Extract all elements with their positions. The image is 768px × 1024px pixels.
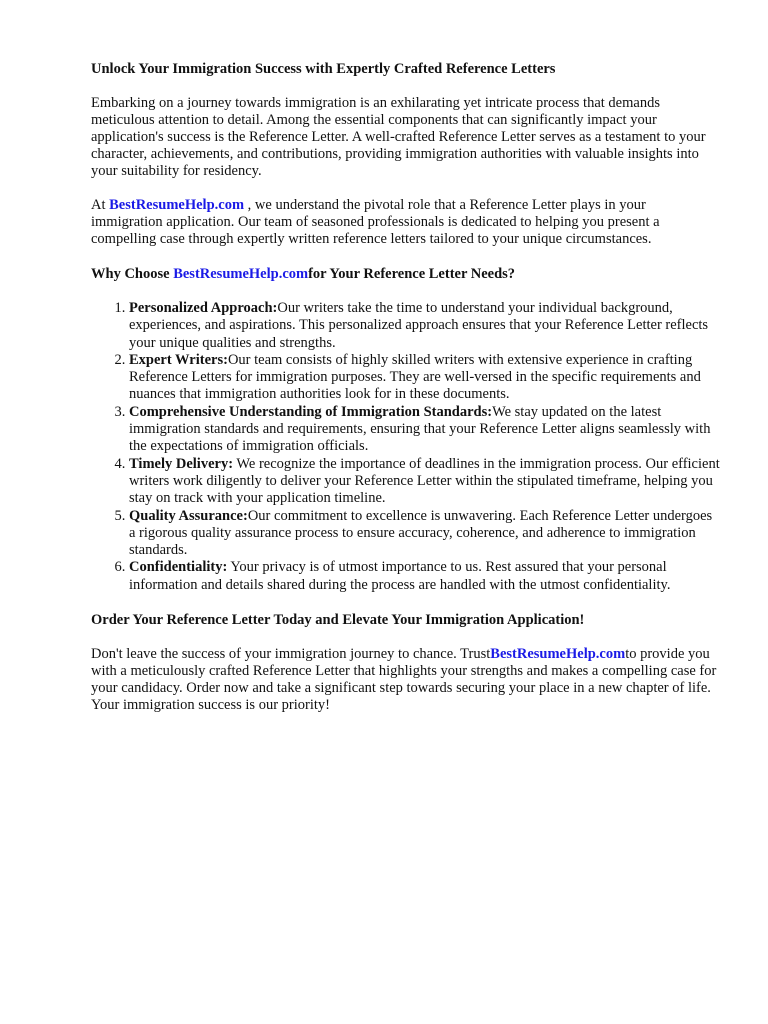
list-item	[129, 352, 721, 404]
list-item	[129, 559, 721, 594]
feature-text: Our writers take the time to understand your individual background, experiences, and aspirations. This personalized approach ensures that your Reference Letter reflects your unique qualities and strengths.	[129, 300, 709, 351]
features-list	[91, 300, 721, 594]
closing-paragraph	[91, 646, 721, 714]
feature-text: Our team consists of highly skilled writers with extensive experience in crafting Reference Letters for immigration purposes. They are well-versed in the specific requirements and nuances that immigration authorities look for in these documents.	[129, 351, 701, 403]
feature-text: Your privacy is of utmost importance to us. Rest assured that your personal information and details shared during the process are handled with the utmost confidentiality.	[129, 559, 671, 593]
closing-prefix: Don't leave the success of your immigration journey to chance. Trust	[91, 646, 491, 663]
feature-term: Timely Delivery:	[129, 455, 234, 472]
order-heading: Order Your Reference Letter Today and Elevate Your Immigration Application!	[91, 612, 585, 629]
feature-text: We recognize the importance of deadlines in the immigration process. Our efficient writers work diligently to deliver your Reference Letter within the stipulated timeframe, helping you stay on track with your application timeline.	[129, 455, 720, 507]
list-item	[129, 300, 721, 352]
feature-text: Our commitment to excellence is unwavering. Each Reference Letter undergoes a rigorous quality assurance process to ensure accuracy, coherence, and adherence to immigration standards.	[129, 507, 713, 559]
document-page	[91, 60, 721, 731]
intro-paragraph: Embarking on a journey towards immigration is an exhilarating yet intricate process that demands meticulous attention to detail. Among the essential components that can significantly impact your application's success is the Reference Letter. A well-crafted Reference Letter serves as a testament to your character, achievements, and contributions, providing immigration authorities with valuable insights into your suitability for residency.	[91, 95, 706, 179]
feature-term: Personalized Approach:	[129, 300, 278, 316]
list-item	[129, 456, 721, 508]
feature-term: Confidentiality:	[129, 559, 228, 576]
about-paragraph	[91, 197, 721, 248]
about-suffix: , we understand the pivotal role that a Reference Letter plays in your immigration application. Our team of seasoned professionals is dedicated to helping you present a compelling case through expertly written reference letters tailored to your unique circumstances.	[91, 197, 660, 247]
list-item	[129, 404, 721, 456]
why-choose-heading	[91, 265, 721, 283]
feature-term: Expert Writers:	[129, 351, 228, 368]
bestresumehelp-link[interactable]: BestResumeHelp.com	[109, 197, 245, 213]
feature-term: Quality Assurance:	[129, 507, 248, 524]
why-heading-link[interactable]: BestResumeHelp.com	[173, 266, 309, 282]
closing-link[interactable]: BestResumeHelp.com	[490, 646, 626, 663]
why-suffix: for Your Reference Letter Needs?	[308, 266, 516, 282]
about-prefix: At	[91, 197, 110, 213]
why-prefix: Why Choose	[91, 266, 174, 282]
list-item	[129, 508, 721, 560]
closing-suffix: to provide you with a meticulously crafted Reference Letter that highlights your strengths and makes a compelling case for your candidacy. Order now and take a significant step towards securing your place in a new chapter of life. Your immigration success is our priority!	[91, 646, 717, 714]
document-title: Unlock Your Immigration Success with Expertly Crafted Reference Letters	[91, 61, 556, 77]
feature-term: Comprehensive Understanding of Immigration Standards:	[129, 403, 493, 420]
feature-text: We stay updated on the latest immigration standards and requirements, ensuring that your Reference Letter aligns seamlessly with the expectations of immigration officials.	[129, 403, 711, 455]
